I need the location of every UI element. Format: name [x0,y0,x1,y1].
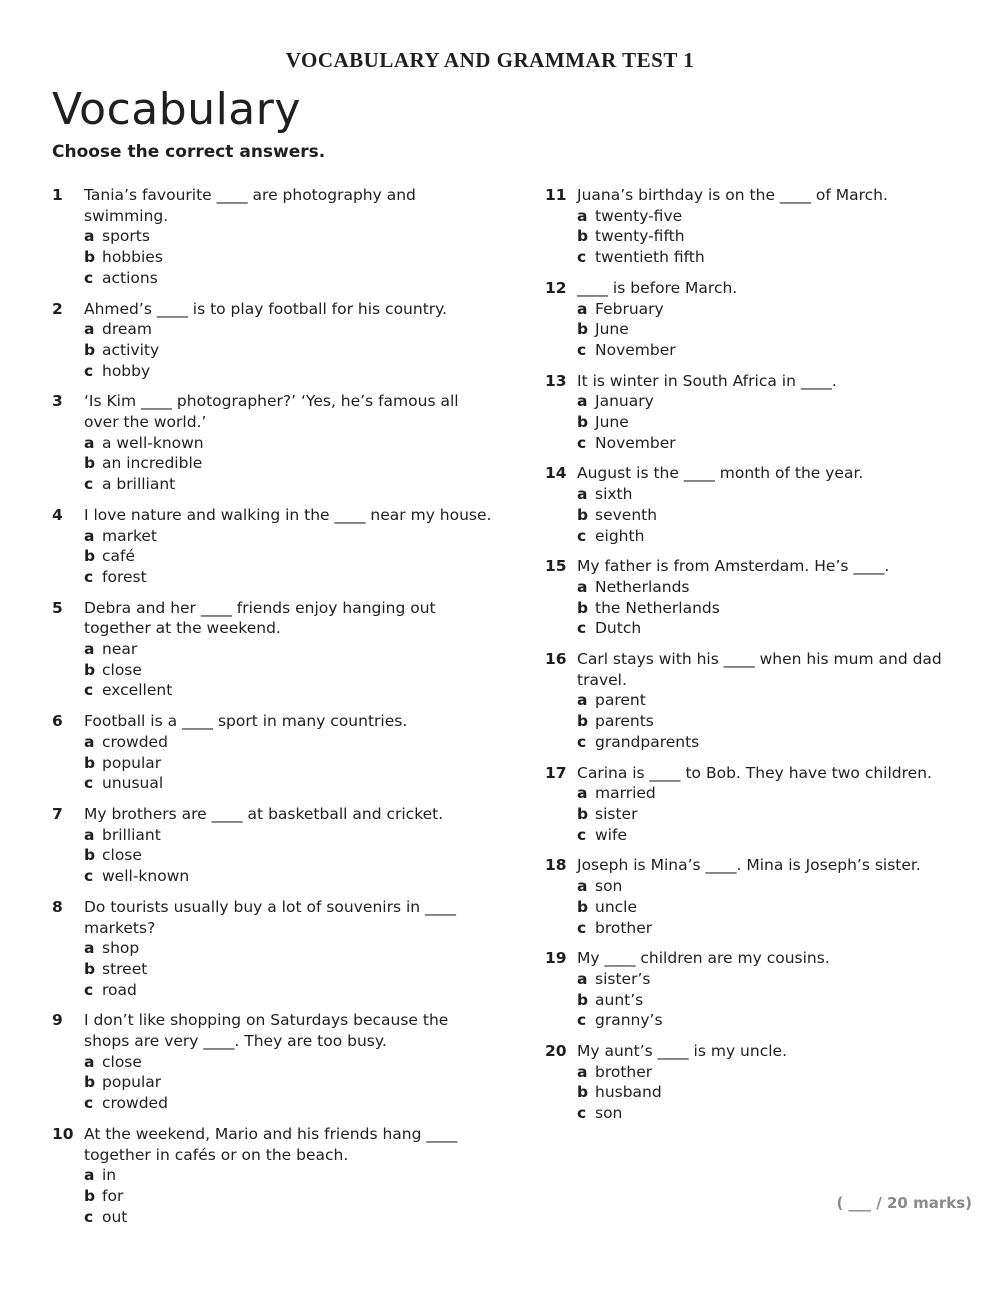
answer-option-a[interactable] [84,526,492,547]
option-letter: a [577,784,588,803]
option-text: married [595,784,656,803]
answer-option-b[interactable] [84,340,492,361]
option-text: popular [102,1073,162,1092]
option-text: granny’s [595,1011,663,1030]
instruction-text: Choose the correct answers. [52,142,326,162]
option-letter: a [577,485,588,504]
option-letter: c [577,918,587,937]
question-13 [545,371,985,454]
option-text: crowded [102,1094,168,1113]
option-text: brilliant [102,825,161,844]
option-letter: a [577,969,588,988]
question-number: 17 [545,763,567,782]
option-text: husband [595,1083,662,1102]
question-1 [52,185,492,289]
answer-option-c[interactable] [84,268,492,289]
option-text: grandparents [595,732,700,751]
question-text: Ahmed’s ____ is to play football for his country. [84,299,448,318]
option-text: out [102,1207,128,1226]
question-number: 6 [52,712,63,731]
option-letter: c [84,475,94,494]
question-5 [52,598,492,702]
option-letter: c [577,248,587,267]
option-letter: c [84,361,94,380]
answer-option-c[interactable] [577,526,985,547]
option-text: son [595,1104,623,1123]
answer-option-c[interactable] [84,680,492,701]
question-text: I love nature and walking in the ____ near my house. [84,505,492,524]
option-letter: b [84,1073,96,1092]
option-text: shop [102,939,140,958]
question-text: Juana’s birthday is on the ____ of March. [577,186,888,204]
answer-option-a[interactable] [577,484,985,505]
question-text: Tania’s favourite ____ are photography and swimming. [84,186,416,225]
option-text: sports [102,227,150,246]
option-text: actions [102,268,158,287]
option-text: June [595,413,629,432]
option-letter: a [84,640,95,659]
option-text: Dutch [595,619,642,638]
question-text: Do tourists usually buy a lot of souvenirs in ____ markets? [84,897,456,937]
answer-option-c[interactable] [577,825,985,846]
question-16 [545,649,985,753]
question-text: My father is from Amsterdam. He’s ____. [577,557,890,576]
option-letter: c [84,867,94,886]
option-text: activity [102,340,160,359]
option-letter: c [577,619,587,638]
question-text: My aunt’s ____ is my uncle. [577,1042,787,1061]
answer-option-c[interactable] [577,1010,985,1031]
option-text: unusual [102,774,164,793]
option-text: sixth [595,485,633,504]
answer-option-c[interactable] [84,361,492,382]
question-text: It is winter in South Africa in ____. [577,371,837,390]
question-number: 1 [52,186,63,204]
option-text: January [595,392,654,411]
answer-option-c[interactable] [84,474,492,495]
option-letter: c [577,732,587,751]
option-letter: c [84,268,94,287]
option-letter: b [84,248,96,267]
option-letter: b [84,959,96,978]
question-text: ____ is before March. [577,278,738,297]
question-6 [52,711,492,794]
answer-option-b[interactable] [84,959,492,980]
option-text: November [595,340,676,359]
document-title: VOCABULARY AND GRAMMAR TEST 1 [285,48,695,72]
option-letter: b [577,598,589,617]
answer-option-a[interactable] [84,226,492,247]
question-3 [52,391,492,495]
option-text: road [102,980,137,999]
question-number: 16 [545,650,567,669]
option-letter: b [577,990,589,1009]
option-letter: a [84,732,95,751]
answer-option-b[interactable] [84,247,492,268]
option-letter: b [84,1186,96,1205]
answer-option-a[interactable] [84,732,492,753]
question-text: Football is a ____ sport in many countries. [84,712,408,731]
answer-option-a[interactable] [577,577,985,598]
question-text: August is the ____ month of the year. [577,464,864,483]
question-text: Carina is ____ to Bob. They have two children. [577,763,932,782]
answer-option-b[interactable] [577,505,985,526]
option-letter: a [577,691,588,710]
answer-option-a[interactable] [84,938,492,959]
answer-option-c[interactable] [577,433,985,454]
option-text: a brilliant [102,475,176,494]
option-letter: b [577,227,589,246]
option-text: close [102,846,142,865]
option-text: dream [102,320,153,339]
option-text: February [595,299,664,318]
question-11 [545,185,985,268]
answer-option-a[interactable] [577,391,985,412]
answer-option-b[interactable] [84,660,492,681]
option-text: near [102,640,138,659]
option-text: close [102,660,142,679]
answer-option-a[interactable] [84,1052,492,1073]
option-text: sister [595,804,638,823]
question-text: At the weekend, Mario and his friends hang ____ together in cafés or on the beach. [84,1124,458,1164]
question-18 [545,855,985,938]
question-number: 9 [52,1011,63,1030]
option-letter: b [577,804,589,823]
option-text: parents [595,712,654,731]
answer-option-b[interactable] [84,845,492,866]
option-letter: a [577,206,588,225]
option-text: an incredible [102,454,203,473]
option-letter: b [577,413,589,432]
option-letter: a [577,299,588,318]
question-text: My brothers are ____ at basketball and cricket. [84,804,444,823]
option-letter: b [84,660,96,679]
question-number: 4 [52,505,63,524]
option-letter: a [84,939,95,958]
answer-option-a[interactable] [577,299,985,320]
option-letter: c [84,567,94,586]
answer-option-b[interactable] [577,226,985,247]
option-letter: b [84,547,96,566]
question-20 [545,1041,985,1124]
answer-option-b[interactable] [84,1186,492,1207]
option-text: street [102,959,148,978]
answer-option-c[interactable] [577,918,985,939]
answer-option-c[interactable] [84,980,492,1001]
question-15 [545,556,985,639]
question-8 [52,897,492,1001]
questions-column-left [52,185,492,1237]
question-number: 10 [52,1124,74,1143]
answer-option-a[interactable] [577,783,985,804]
answer-option-b[interactable] [84,1072,492,1093]
answer-option-a[interactable] [84,433,492,454]
option-letter: b [577,1083,589,1102]
option-letter: c [577,526,587,545]
option-letter: a [84,1052,95,1071]
option-text: Netherlands [595,577,690,596]
option-text: uncle [595,897,638,916]
answer-option-a[interactable] [84,1165,492,1186]
question-19 [545,948,985,1031]
question-number: 5 [52,598,63,617]
option-text: for [102,1186,124,1205]
option-letter: a [84,526,95,545]
option-letter: c [84,980,94,999]
answer-option-b[interactable] [577,598,985,619]
option-letter: a [84,1166,95,1185]
answer-option-b[interactable] [577,1082,985,1103]
answer-option-a[interactable] [84,825,492,846]
question-number: 15 [545,557,567,576]
answer-option-a[interactable] [577,876,985,897]
option-letter: b [577,320,589,339]
answer-option-a[interactable] [577,690,985,711]
option-letter: c [84,774,94,793]
answer-option-c[interactable] [84,866,492,887]
answer-option-b[interactable] [84,546,492,567]
question-text: Debra and her ____ friends enjoy hanging out together at the weekend. [84,598,436,638]
answer-option-c[interactable] [84,567,492,588]
option-letter: b [577,712,589,731]
question-text: Carl stays with his ____ when his mum and dad travel. [577,650,942,689]
question-10 [52,1124,492,1228]
question-number: 2 [52,299,63,318]
question-number: 3 [52,392,63,411]
option-text: parent [595,691,646,710]
question-7 [52,804,492,887]
option-text: close [102,1052,142,1071]
option-letter: c [577,825,587,844]
answer-option-b[interactable] [577,711,985,732]
option-letter: c [577,340,587,359]
option-text: well-known [102,867,190,886]
answer-option-b[interactable] [577,319,985,340]
option-text: twenty-five [595,206,683,225]
answer-option-b[interactable] [577,897,985,918]
option-text: hobby [102,361,151,380]
option-text: eighth [595,526,645,545]
option-text: twentieth fifth [595,248,705,267]
option-text: November [595,433,676,452]
option-letter: b [577,505,589,524]
answer-option-c[interactable] [577,732,985,753]
option-text: son [595,877,623,896]
option-letter: a [84,227,95,246]
option-letter: a [577,1062,588,1081]
option-text: hobbies [102,248,163,267]
question-2 [52,299,492,382]
option-letter: c [84,681,94,700]
question-text: My ____ children are my cousins. [577,949,830,968]
answer-option-a[interactable] [577,969,985,990]
option-text: the Netherlands [595,598,720,617]
question-text: Joseph is Mina’s ____. Mina is Joseph’s sister. [577,856,921,875]
option-text: brother [595,1062,653,1081]
question-number: 19 [545,949,567,968]
answer-option-c[interactable] [577,340,985,361]
answer-option-c[interactable] [577,1103,985,1124]
question-text: ‘Is Kim ____ photographer?’ ‘Yes, he’s famous all over the world.’ [84,392,459,432]
option-letter: c [577,433,587,452]
option-text: forest [102,567,147,586]
option-text: wife [595,825,627,844]
answer-option-c[interactable] [577,247,985,268]
question-number: 11 [545,186,567,204]
answer-option-a[interactable] [84,639,492,660]
section-heading: Vocabulary [52,84,301,135]
option-letter: a [84,433,95,452]
answer-option-c[interactable] [577,618,985,639]
answer-option-c[interactable] [84,1093,492,1114]
option-text: a well-known [102,433,204,452]
option-letter: c [84,1094,94,1113]
option-letter: b [84,846,96,865]
option-text: brother [595,918,653,937]
question-text: I don’t like shopping on Saturdays because the shops are very ____. They are too busy. [84,1011,449,1051]
answer-option-b[interactable] [577,412,985,433]
option-letter: c [84,1207,94,1226]
answer-option-a[interactable] [84,319,492,340]
option-text: café [102,547,136,566]
option-letter: b [84,454,96,473]
questions-column-right [545,185,985,1134]
answer-option-b[interactable] [577,990,985,1011]
option-text: June [595,320,629,339]
question-number: 14 [545,464,567,483]
option-letter: c [577,1011,587,1030]
question-number: 18 [545,856,567,875]
answer-option-b[interactable] [577,804,985,825]
answer-option-b[interactable] [84,753,492,774]
option-text: market [102,526,158,545]
option-text: twenty-fifth [595,227,685,246]
option-letter: b [84,340,96,359]
answer-option-a[interactable] [577,1062,985,1083]
marks-total: ( ___ / 20 marks) [836,1194,972,1212]
answer-option-b[interactable] [84,453,492,474]
option-text: crowded [102,732,168,751]
question-number: 12 [545,278,567,297]
option-letter: a [84,825,95,844]
option-letter: a [577,392,588,411]
answer-option-c[interactable] [84,773,492,794]
question-number: 7 [52,804,63,823]
question-number: 8 [52,897,63,916]
question-number: 13 [545,371,567,390]
option-letter: a [84,320,95,339]
option-text: excellent [102,681,173,700]
option-letter: a [577,877,588,896]
option-text: popular [102,753,162,772]
option-text: seventh [595,505,658,524]
question-17 [545,763,985,846]
option-text: sister’s [595,969,651,988]
answer-option-c[interactable] [84,1207,492,1228]
question-14 [545,463,985,546]
question-9 [52,1010,492,1114]
option-letter: a [577,577,588,596]
answer-option-a[interactable] [577,206,985,227]
question-4 [52,505,492,588]
question-12 [545,278,985,361]
option-letter: b [577,897,589,916]
option-letter: b [84,753,96,772]
option-text: aunt’s [595,990,644,1009]
option-letter: c [577,1104,587,1123]
question-number: 20 [545,1042,567,1061]
option-text: in [102,1166,117,1185]
